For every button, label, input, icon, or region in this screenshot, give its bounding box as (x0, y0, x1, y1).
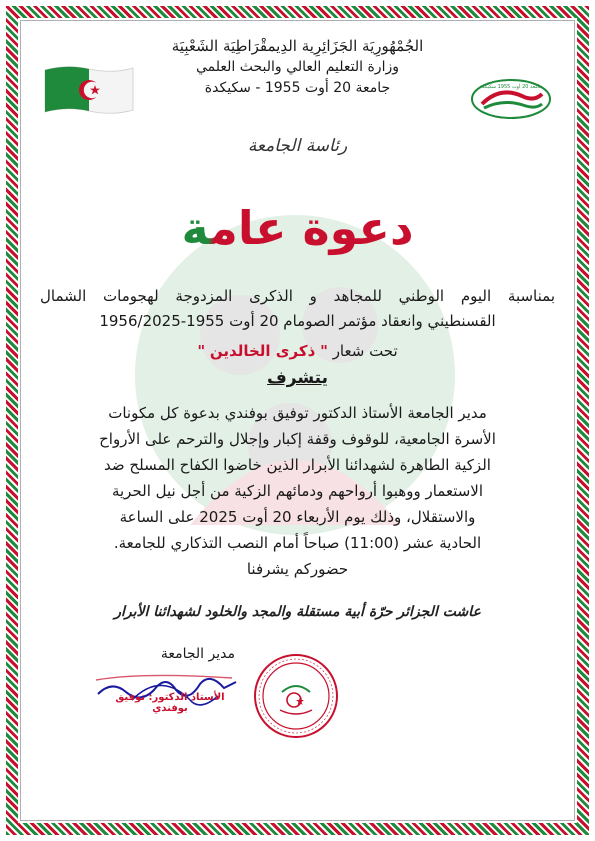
invitation-line-3: الزكية الطاهرة لشهدائنا الأبرار الذين خاضوا الكفاح المسلح ضد (104, 456, 491, 474)
logo-text: جامعة 20 أوت 1955 سكيكدة (479, 84, 543, 90)
motto-open-quote: " (320, 342, 328, 360)
honored-heading: يتشرف (267, 368, 328, 388)
invitation-line-7: حضوركم يشرفنا (246, 560, 349, 578)
algerian-flag-icon (43, 64, 135, 116)
occasion-paragraph (40, 284, 555, 334)
university-name: جامعة 20 أوت 1955 - سكيكدة (204, 80, 391, 96)
invitation-line-5: والاستقلال، وذلك يوم الأربعاء 20 أوت 2025 على الساعة (119, 508, 476, 526)
closing-slogan: عاشت الجزائر حرّة أبية مستقلة والمجد والخلود لشهدائنا الأبرار (114, 604, 481, 620)
occasion-line-2: القسنطيني وانعقاد مؤتمر الصومام 20 أوت 1955-1956/2025 (99, 312, 496, 330)
invitation-paragraph (40, 400, 555, 582)
institution-header (140, 36, 455, 99)
university-logo (470, 78, 552, 120)
motto-prefix: تحت شعار (332, 342, 398, 360)
presidency-label: رئاسة الجامعة (247, 136, 348, 156)
occasion-line-1: بمناسبة اليوم الوطني للمجاهد و الذكرى المزدوجة لهجومات الشمال (40, 287, 555, 305)
motto-text: ذكرى الخالدين (209, 342, 316, 360)
document-title: دعوة عامة (0, 200, 595, 256)
invitation-line-2: الأسرة الجامعية، للوقوف وقفة إكبار وإجلال والترحم على الأرواح (99, 430, 496, 448)
university-seal (252, 652, 340, 740)
motto-close-quote: " (197, 342, 206, 360)
invitation-line-6: الحادية عشر (11:00) صباحاً أمام النصب التذكاري للجامعة. (113, 534, 482, 552)
ministry-name: وزارة التعليم العالي والبحث العلمي (196, 59, 399, 75)
invitation-line-1: مدير الجامعة الأستاذ الدكتور توفيق بوفندي بدعوة كل مكونات (108, 404, 487, 422)
republic-name: الجُمْهُورِيَة الجَزَائِرِية الدِيمقْرَاطِيَة الشَعْبِيَة (171, 37, 424, 55)
invitation-line-4: الاستعمار ووهبوا أرواحهم ودمائهم الزكية من أجل نيل الحرية (111, 482, 484, 500)
director-title: مدير الجامعة (160, 646, 235, 662)
motto-line (0, 342, 595, 360)
director-name-stamp: الأستاذ الدكتور: توفيق بوفندي (115, 692, 225, 714)
